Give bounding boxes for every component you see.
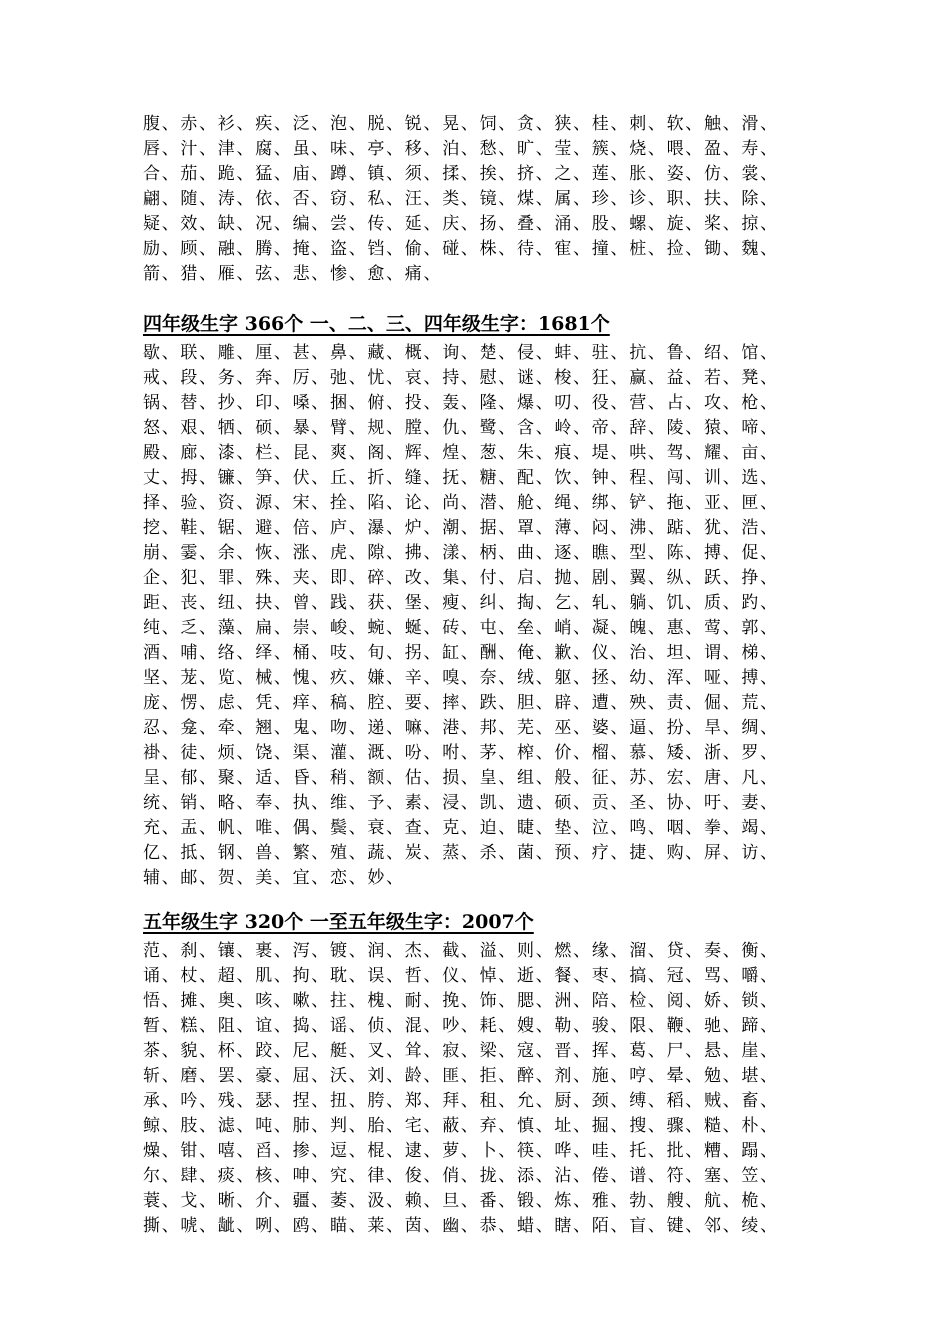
character-line: 唇、汁、津、腐、虽、味、亭、移、泊、愁、旷、莹、簇、烧、喂、盈、寿、: [143, 139, 779, 159]
character-line: 戒、段、务、奔、厉、弛、忧、哀、持、慰、谜、梭、狂、赢、益、若、凳、: [143, 368, 779, 388]
character-line: 殿、廊、漆、栏、昆、爽、阁、辉、煌、葱、朱、痕、堤、哄、驾、耀、亩、: [143, 443, 779, 463]
character-line: 企、犯、罪、殊、夹、即、碎、改、集、付、启、抛、剧、翼、纵、跃、挣、: [143, 568, 779, 588]
character-line: 坚、茏、览、械、愧、疚、嫌、辛、嗅、奈、绒、躯、拯、幼、浑、哑、搏、: [143, 668, 779, 688]
character-line: 统、销、略、奉、执、维、予、素、浸、凯、遗、硕、贡、圣、协、吁、妻、: [143, 793, 779, 813]
character-line: 翩、随、涛、依、否、窃、私、汪、类、镜、煤、属、珍、诊、职、扶、除、: [143, 189, 779, 209]
character-line: 鲸、肢、滤、吨、肺、判、胎、宅、蔽、弃、慎、址、掘、搜、骤、糙、朴、: [143, 1116, 779, 1136]
character-line: 尔、肆、痰、核、呻、究、律、俊、俏、拢、添、沾、倦、谱、符、塞、笠、: [143, 1166, 779, 1186]
character-line: 悟、摊、奥、咳、嗽、拄、槐、耐、挽、饰、腮、洲、陪、检、阅、娇、锁、: [143, 991, 779, 1011]
character-line: 歇、联、雕、厘、甚、鼻、藏、概、询、楚、侵、蚌、驻、抗、鲁、绍、馆、: [143, 343, 779, 363]
grade3-character-list: [143, 112, 803, 287]
character-line: 酒、哺、络、绎、桶、吱、旬、拐、缸、酬、俺、歉、仪、治、坦、谓、梯、: [143, 643, 779, 663]
character-line: 燥、钳、嘻、舀、掺、逗、棍、逮、萝、卜、筷、哗、哇、托、批、糟、蹋、: [143, 1141, 779, 1161]
character-line: 斩、磨、罢、豪、屈、沃、刘、龄、匪、拒、醉、剂、施、哼、晕、勉、堪、: [143, 1066, 779, 1086]
grade5-section: [143, 909, 803, 1239]
grade4-section: [143, 311, 803, 891]
character-line: 辅、邮、贺、美、宜、恋、妙、: [143, 868, 405, 888]
character-line: 庞、愣、虑、凭、痒、稿、腔、要、摔、跌、胆、辟、遭、殃、责、倔、荒、: [143, 693, 779, 713]
character-line: 纯、乏、藻、扁、崇、峻、蜿、蜒、砖、屯、垒、峭、凝、魄、惠、莺、郭、: [143, 618, 779, 638]
character-line: 范、刹、镶、裹、泻、镀、润、杰、截、溢、则、燃、缘、溜、贷、奏、衡、: [143, 941, 779, 961]
character-line: 亿、抵、钢、兽、繁、殖、蔬、炭、蒸、杀、菌、预、疗、捷、购、屏、访、: [143, 843, 779, 863]
grade5-heading: 五年级生字 320个 一至五年级生字：2007个: [143, 911, 534, 933]
character-line: 择、验、资、源、宋、拴、陷、论、尚、潜、舱、绳、绑、铲、拖、亚、匣、: [143, 493, 779, 513]
character-line: 腹、赤、衫、疾、泛、泡、脱、锐、晃、饲、贪、狭、桂、刺、软、触、滑、: [143, 114, 779, 134]
character-line: 崩、霎、余、恢、涨、虎、隙、拂、漾、柄、曲、逐、瞧、型、陈、搏、促、: [143, 543, 779, 563]
character-line: 呈、郁、聚、适、昏、稍、额、估、损、皇、组、般、征、苏、宏、唐、凡、: [143, 768, 779, 788]
character-line: 诵、杖、超、肌、拘、耽、误、哲、仪、悼、逝、餐、枣、搞、冠、骂、嚼、: [143, 966, 779, 986]
character-line: 承、吟、残、瑟、捏、扭、胯、郑、拜、租、允、厨、颈、缚、稻、贼、畜、: [143, 1091, 779, 1111]
character-line: 挖、鞋、锯、避、倍、庐、瀑、炉、潮、据、罩、薄、闷、沸、踮、犹、浩、: [143, 518, 779, 538]
character-line: 怒、艰、牺、硕、暴、臂、规、膛、仇、鹭、含、岭、帝、辞、陵、猿、啼、: [143, 418, 779, 438]
character-line: 丈、拇、镰、笋、伏、丘、折、缝、抚、糖、配、饮、钟、程、闯、训、选、: [143, 468, 779, 488]
character-line: 合、茄、跪、猛、庙、蹲、镇、须、揉、挨、挤、之、莲、胀、姿、仿、裳、: [143, 164, 779, 184]
character-line: 褂、徒、烦、饶、渠、灌、溉、吩、咐、茅、榨、价、榴、慕、矮、浙、罗、: [143, 743, 779, 763]
character-line: 暂、糕、阻、谊、捣、谣、侦、混、吵、耗、嫂、勒、骏、限、鞭、驰、蹄、: [143, 1016, 779, 1036]
character-line: 励、顾、融、腾、掩、盗、铛、偷、碰、株、待、寉、撞、桩、捡、锄、魏、: [143, 239, 779, 259]
character-line: 撕、唬、龇、咧、鸥、瞄、莱、茵、幽、恭、蜡、瞎、陌、盲、键、邻、绫、: [143, 1216, 779, 1236]
character-line: 距、丧、纽、抉、曾、践、获、堡、瘦、纠、掏、乞、轧、躺、饥、质、趵、: [143, 593, 779, 613]
character-line: 充、盂、帆、唯、偶、鬓、衰、查、克、迫、睫、垫、泣、鸣、咽、拳、竭、: [143, 818, 779, 838]
character-line: 忍、龛、牵、翘、鬼、吻、递、嘛、港、邦、芜、巫、婆、逼、扮、旱、绸、: [143, 718, 779, 738]
grade4-heading: 四年级生字 366个 一、二、三、四年级生字：1681个: [143, 313, 610, 335]
character-line: 疑、效、缺、况、编、尝、传、延、庆、扬、叠、涌、股、螺、旋、桨、掠、: [143, 214, 779, 234]
character-line: 箭、猎、雁、弦、悲、惨、愈、痛、: [143, 264, 443, 284]
character-line: 蓑、戈、晰、介、疆、萎、汲、赖、旦、番、锻、炼、雅、勃、艘、航、桅、: [143, 1191, 779, 1211]
character-line: 锅、替、抄、印、嗓、捆、俯、投、轰、隆、爆、叨、役、营、占、攻、枪、: [143, 393, 779, 413]
character-line: 茶、貌、杯、跤、尼、艇、叉、耸、寂、梁、寇、晋、挥、葛、尸、悬、崖、: [143, 1041, 779, 1061]
